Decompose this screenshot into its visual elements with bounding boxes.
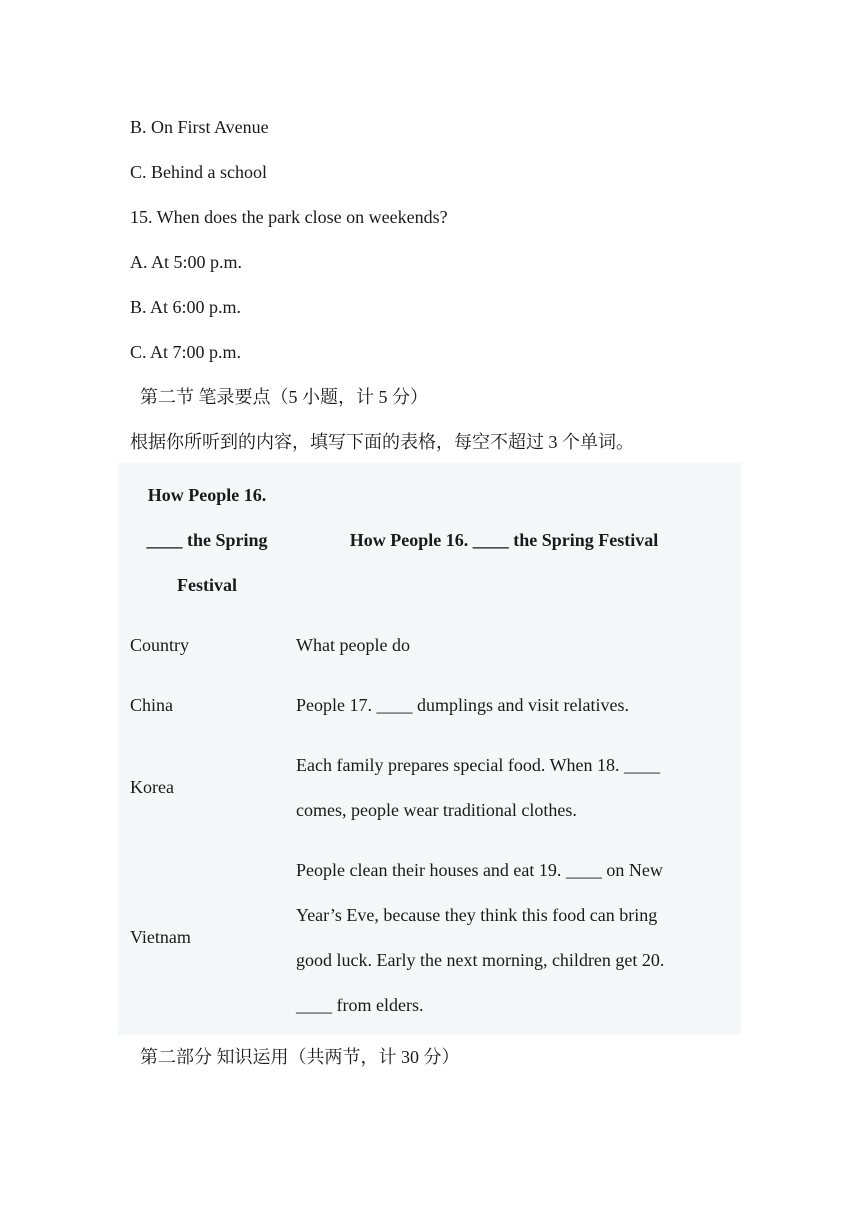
section2-heading: 第二节 笔录要点（5 小题，计 5 分） — [140, 387, 428, 407]
column-header-what: What people do — [296, 635, 410, 655]
column-header-country: Country — [130, 635, 190, 655]
cell-line: Year’s Eve, because they think this food can bring — [296, 905, 658, 925]
table-header-left-line: Festival — [177, 575, 237, 595]
table-header-left-line: How People 16. — [147, 485, 267, 505]
cell-line: People clean their houses and eat 19. ____ on New — [296, 860, 663, 880]
table-header-left-line: ____ the Spring — [146, 530, 268, 550]
row-korea-text — [296, 743, 726, 833]
table-header-left — [132, 473, 282, 608]
cell-line: good luck. Early the next morning, children get 20. — [296, 950, 665, 970]
q14-option-c: C. Behind a school — [130, 162, 267, 182]
section2-instruction: 根据你所听到的内容，填写下面的表格，每空不超过 3 个单词。 — [130, 432, 634, 452]
row-korea-country: Korea — [130, 777, 174, 797]
q15-option-b: B. At 6:00 p.m. — [130, 297, 242, 317]
cell-line: Each family prepares special food. When 18. ____ — [296, 755, 661, 775]
cell-line: comes, people wear traditional clothes. — [296, 800, 577, 820]
table-header-right: How People 16. ____ the Spring Festival — [349, 530, 659, 550]
cell-line: People 17. ____ dumplings and visit relatives. — [296, 695, 629, 715]
q15-stem: 15. When does the park close on weekends? — [130, 207, 448, 227]
q15-option-a: A. At 5:00 p.m. — [130, 252, 243, 272]
row-vietnam-text — [296, 848, 726, 1028]
row-china-country: China — [130, 695, 173, 715]
q14-option-b: B. On First Avenue — [130, 117, 269, 137]
q15-option-c: C. At 7:00 p.m. — [130, 342, 242, 362]
row-china-text — [296, 683, 726, 728]
row-vietnam-country: Vietnam — [130, 927, 191, 947]
part2-heading: 第二部分 知识运用（共两节，计 30 分） — [140, 1047, 460, 1067]
notes-table — [118, 463, 741, 1035]
cell-line: ____ from elders. — [296, 995, 424, 1015]
